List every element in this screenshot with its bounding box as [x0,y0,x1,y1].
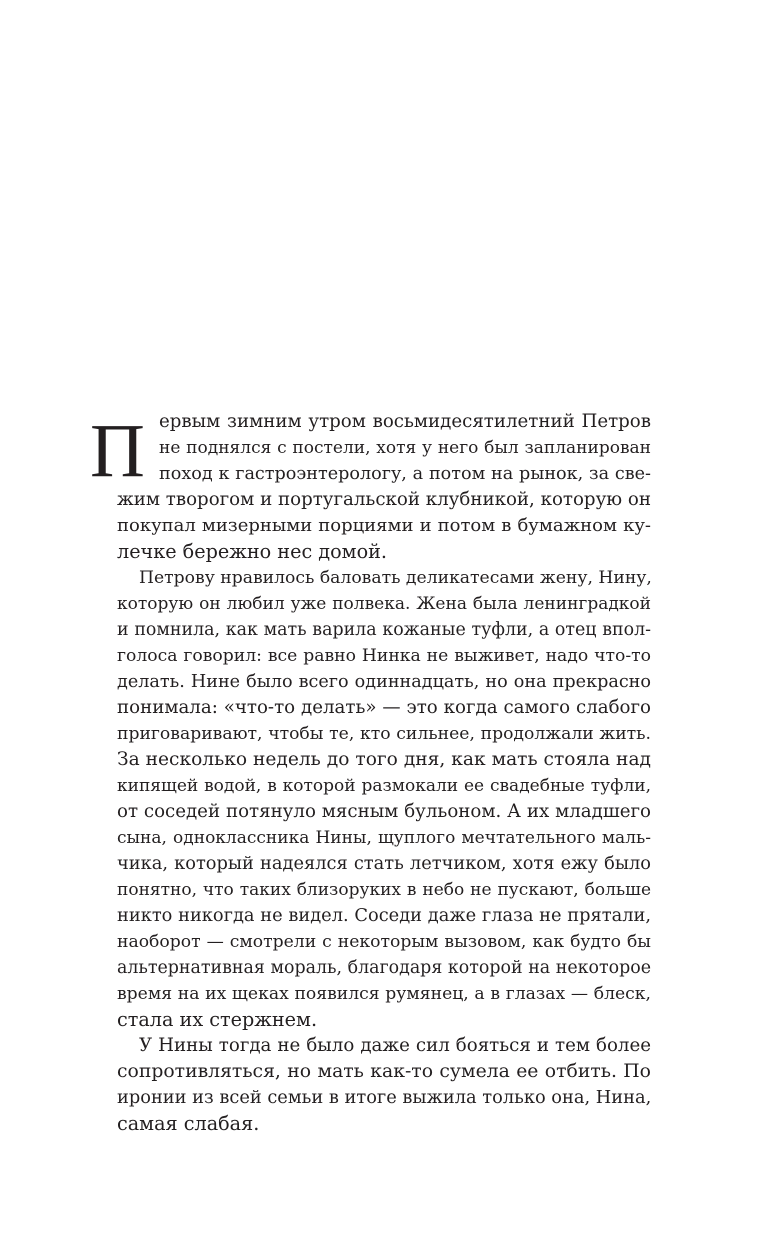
paragraph-2 [117,565,651,1033]
text-line: лечке бережно нес домой. [117,540,388,563]
text-line: поход к гастроэнтерологу, а потом на рынок, за све- [159,464,651,484]
text-line: не поднялся с постели, хотя у него был запланирован [159,438,651,458]
body-text [90,409,652,1137]
text-line: время на их щеках появился румянец, а в глазах — блеск, [117,984,651,1004]
text-line: сопротивляться, но мать как-то сумела ее отбить. По [117,1061,651,1082]
text-line: понятно, что таких близоруких в небо не пускают, больше [117,880,651,900]
text-line: приговаривают, чтобы те, кто сильнее, продолжали жить. [117,724,651,744]
text-line: покупал мизерными порциями и потом в бумажном ку- [117,515,651,536]
text-line: самая слабая. [117,1112,260,1135]
paragraph-3 [117,1033,651,1137]
text-line: У Нины тогда не было даже сил бояться и тем более [139,1035,651,1056]
paragraph-1 [90,409,651,565]
text-line: сына, одноклассника Нины, щуплого мечтательного маль- [117,828,651,848]
text-line: Петрову нравилось баловать деликатесами жену, Нину, [139,568,652,588]
text-line: жим творогом и португальской клубникой, которую он [117,489,651,510]
text-line: ервым зимним утром восьмидесятилетний Петров [159,411,651,432]
text-line: голоса говорил: все равно Нинка не выживет, надо что-то [117,646,651,666]
text-line: которую он любил уже полвека. Жена была ленинградкой [117,594,651,614]
text-line: иронии из всей семьи в итоге выжила только она, Нина, [117,1087,652,1108]
text-line: чика, который надеялся стать летчиком, хотя ежу было [117,853,651,874]
drop-cap: П [90,409,145,493]
text-line: и помнила, как мать варила кожаные туфли, а отец впол- [117,620,651,640]
text-line: За несколько недель до того дня, как мать стояла над [117,749,651,770]
text-line: стала их стержнем. [117,1008,318,1031]
text-line: понимала: «что-то делать» — это когда самого слабого [117,697,651,718]
text-line: от соседей потянуло мясным бульоном. А их младшего [117,801,651,822]
text-line: никто никогда не видел. Соседи даже глаза не прятали, [117,905,651,926]
text-line: кипящей водой, в которой размокали ее свадебные туфли, [117,776,651,796]
text-line: делать. Нине было всего одиннадцать, но она прекрасно [117,672,651,692]
text-line: альтернативная мораль, благодаря которой на некоторое [117,958,651,978]
text-line: наоборот — смотрели с некоторым вызовом, как будто бы [117,932,651,952]
